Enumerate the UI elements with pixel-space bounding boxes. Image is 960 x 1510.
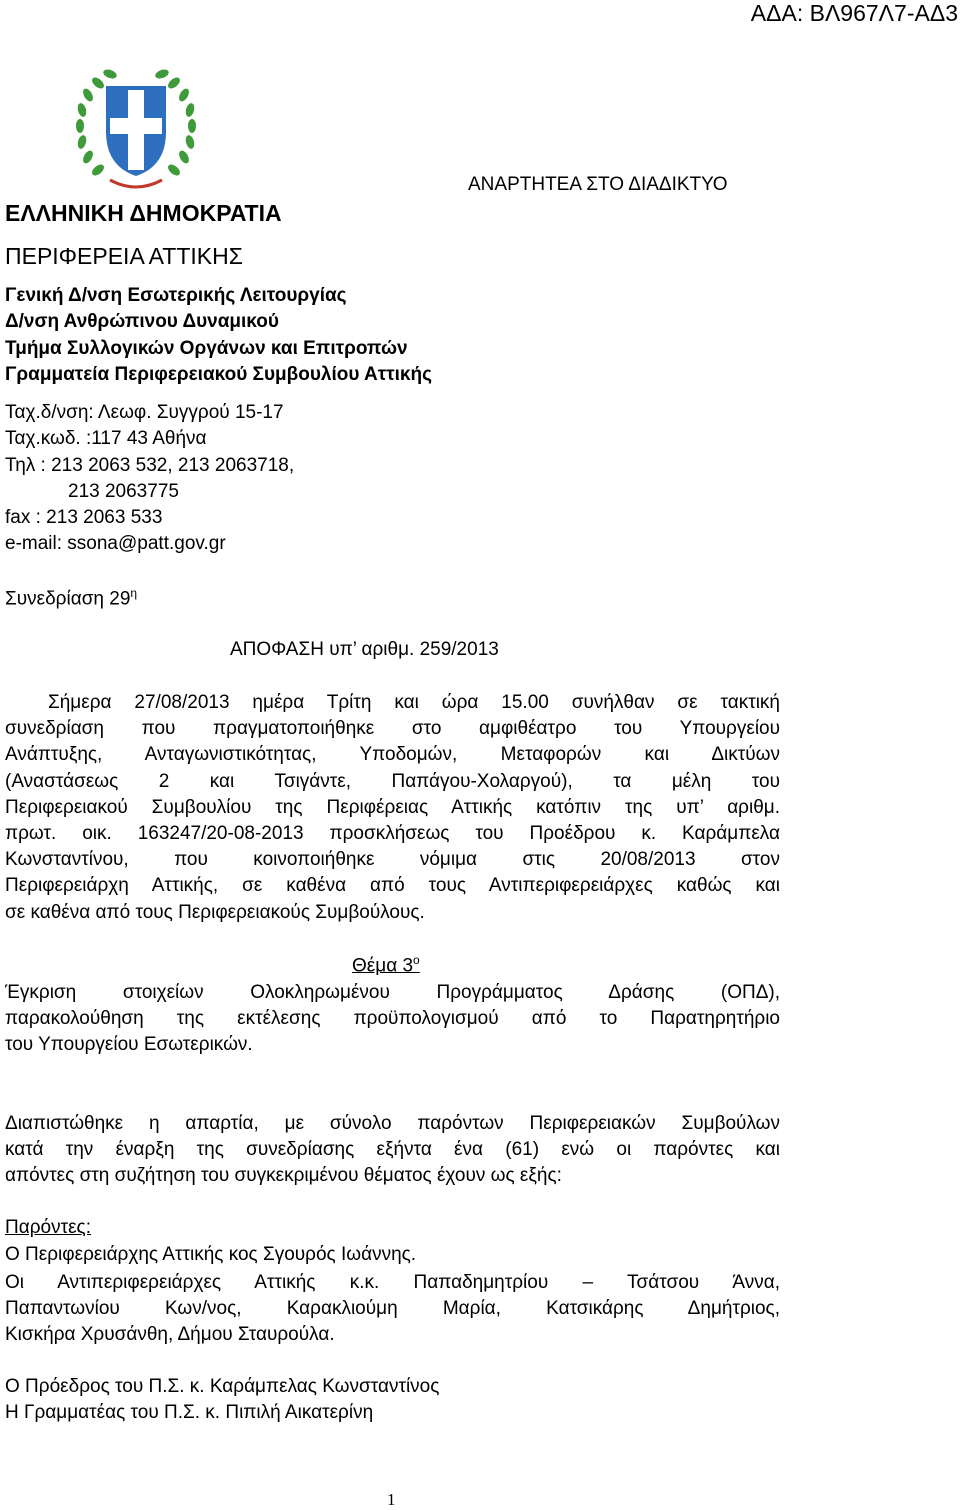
page-number: 1	[387, 1490, 396, 1509]
paragraph-line: Οι Αντιπεριφερειάρχες Αττικής κ.κ. Παπαδημητρίου – Τσάτσου Άννα,	[5, 1272, 780, 1293]
paragraph-line: σε καθένα από τους Περιφερειακούς Συμβούλους.	[5, 901, 425, 923]
present-heading: Παρόντες:	[5, 1217, 91, 1238]
contact-phone-2: 213 2063775	[68, 481, 179, 502]
paragraph-line: Έγκριση στοιχείων Ολοκληρωμένου Προγράμματος Δράσης (ΟΠΔ),	[5, 982, 780, 1003]
paragraph-line: (Αναστάσεως 2 και Τσιγάντε, Παπάγου-Χολαργού), τα μέλη του	[5, 770, 780, 792]
paragraph-line: Ανάπτυξης, Ανταγωνιστικότητας, Υποδομών, Μεταφορών και Δικτύων	[5, 744, 780, 766]
topic-heading	[352, 953, 420, 977]
session-sup: η	[130, 586, 138, 600]
paragraph-line: Περιφερειακού Συμβουλίου της Περιφέρειας Αττικής κατόπιν της υπ’ αριθμ.	[5, 796, 780, 818]
paragraph-line: Παπαντωνίου Κων/νος, Καρακλιούμη Μαρία, Κατσικάρης Δημήτριος,	[5, 1298, 780, 1320]
org-line: Τμήμα Συλλογικών Οργάνων και Επιτροπών	[5, 338, 408, 359]
paragraph-line: απόντες στη συζήτηση του συγκεκριμένου θέματος έχουν ως εξής:	[5, 1165, 562, 1187]
country-heading: ΕΛΛΗΝΙΚΗ ΔΗΜΟΚΡΑΤΙΑ	[5, 200, 282, 226]
contact-address: Ταχ.δ/νση: Λεωφ. Συγγρού 15-17	[5, 402, 284, 423]
paragraph-line: πρωτ. οικ. 163247/20-08-2013 προσκλήσεως του Προέδρου κ. Καράμπελα	[5, 823, 780, 845]
publish-online-notice: ΑΝΑΡΤΗΤΕΑ ΣΤΟ ΔΙΑΔΙΚΤΥΟ	[468, 174, 728, 195]
topic-sup: ο	[413, 953, 420, 967]
intro-paragraph	[5, 690, 780, 926]
contact-email: e-mail: ssona@patt.gov.gr	[5, 533, 226, 554]
governor-line: Ο Περιφερειάρχης Αττικής κος Σγουρός Ιωάννης.	[5, 1244, 417, 1265]
paragraph-line: παρακολούθηση της εκτέλεσης προϋπολογισμού από το Παρατηρητήριο	[5, 1008, 780, 1030]
deputies-paragraph	[5, 1270, 780, 1349]
paragraph-line: Σήμερα 27/08/2013 ημέρα Τρίτη και ώρα 15.00 συνήλθαν σε τακτική	[48, 692, 780, 713]
contact-postal: Ταχ.κωδ. :117 43 Αθήνα	[5, 428, 207, 449]
paragraph-line: συνεδρίαση που πραγματοποιήθηκε στο αμφιθέατρο του Υπουργείου	[5, 718, 780, 740]
session-number	[5, 586, 137, 610]
session-label: Συνεδρίαση 29	[5, 588, 131, 610]
region-heading: ΠΕΡΙΦΕΡΕΙΑ ΑΤΤΙΚΗΣ	[5, 243, 243, 269]
ada-code: ΑΔΑ: ΒΛ967Λ7-ΑΔ3	[750, 0, 958, 26]
contact-fax: fax : 213 2063 533	[5, 507, 163, 528]
paragraph-line: κατά την έναρξη της συνεδρίασης εξήντα ένα (61) ενώ οι παρόντες και	[5, 1139, 780, 1161]
decision-number: ΑΠΟΦΑΣΗ υπ’ αριθμ. 259/2013	[230, 639, 499, 660]
org-line: Γραμματεία Περιφερειακού Συμβουλίου Αττικής	[5, 364, 433, 385]
org-line: Δ/νση Ανθρώπινου Δυναμικού	[5, 311, 279, 332]
topic-paragraph	[5, 980, 780, 1059]
contact-phone: Τηλ : 213 2063 532, 213 2063718,	[5, 455, 295, 476]
org-line: Γενική Δ/νση Εσωτερικής Λειτουργίας	[5, 285, 347, 306]
quorum-paragraph	[5, 1111, 780, 1190]
paragraph-line: Διαπιστώθηκε η απαρτία, με σύνολο παρόντων Περιφερειακών Συμβούλων	[5, 1113, 780, 1134]
secretary-line: Η Γραμματέας του Π.Σ. κ. Πιπιλή Αικατερίνη	[5, 1402, 374, 1423]
paragraph-line: Περιφερειάρχη Αττικής, σε καθένα από τους Αντιπεριφερειάρχες καθώς και	[5, 875, 780, 897]
president-line: Ο Πρόεδρος του Π.Σ. κ. Καράμπελας Κωνσταντίνος	[5, 1376, 440, 1397]
paragraph-line: Κισκήρα Χρυσάνθη, Δήμου Σταυρούλα.	[5, 1324, 335, 1346]
hellenic-republic-emblem-icon	[70, 62, 202, 194]
paragraph-line: Κωνσταντίνου, που κοινοποιήθηκε νόμιμα στις 20/08/2013 στον	[5, 849, 780, 871]
topic-label: Θέμα 3	[352, 955, 414, 977]
paragraph-line: του Υπουργείου Εσωτερικών.	[5, 1034, 253, 1056]
